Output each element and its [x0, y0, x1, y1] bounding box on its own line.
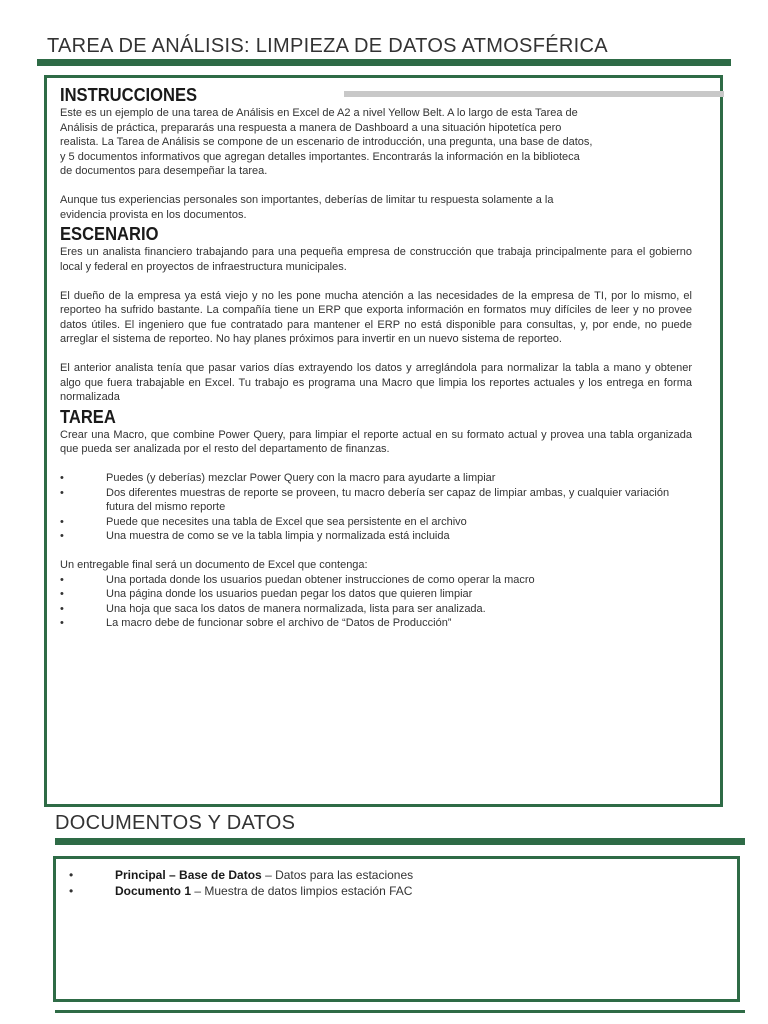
list-item-text: Una hoja que saca los datos de manera normalizada, lista para ser analizada. — [106, 602, 486, 615]
paragraph-line: Este es un ejemplo de una tarea de Análisis en Excel de A2 a nivel Yellow Belt. A lo largo de esta Tarea de — [60, 107, 578, 119]
paragraph-line: Aunque tus experiencias personales son importantes, deberías de limitar tu respuesta solamente a la — [60, 194, 554, 206]
escenario-paragraph-1: Eres un analista financiero trabajando para una pequeña empresa de construcción que trabaja principalmente para el gobierno local y federal en proyectos de infraestructura municipales. — [60, 246, 692, 273]
instructions-box — [44, 75, 723, 807]
documentos-heading: DOCUMENTOS Y DATOS — [55, 812, 296, 834]
list-item-text: Una portada donde los usuarios puedan obtener instrucciones de como operar la macro — [106, 573, 535, 586]
bullet-glyph: • — [60, 588, 64, 600]
list-item — [60, 616, 692, 631]
bullet-glyph: • — [60, 486, 64, 499]
documentos-list — [69, 867, 413, 899]
document-item-title: Principal – Base de Datos — [115, 868, 262, 882]
paragraph-line: Análisis de práctica, prepararás una respuesta a manera de Dashboard a una situación hipotetíca pero — [60, 121, 562, 134]
paragraph-line: y 5 documentos informativos que agregan detalles importantes. Encontrarás la información en la biblioteca — [60, 150, 580, 163]
documentos-box — [53, 856, 740, 1002]
bullet-glyph: • — [60, 617, 64, 629]
list-item — [60, 515, 692, 530]
instrucciones-paragraph-2 — [60, 193, 692, 222]
tarea-bullet-list-1 — [60, 471, 692, 544]
bullet-glyph: • — [60, 472, 64, 484]
list-item — [60, 529, 692, 544]
list-item-text: La macro debe de funcionar sobre el archivo de “Datos de Producción” — [106, 617, 452, 629]
document-item-description: – Muestra de datos limpios estación FAC — [191, 884, 413, 898]
bullet-glyph: • — [69, 884, 74, 898]
bottom-divider — [55, 1010, 745, 1013]
list-item — [60, 573, 692, 588]
bullet-glyph: • — [60, 573, 64, 586]
list-item — [60, 602, 692, 617]
list-item — [60, 587, 692, 602]
tarea-bullet-list-2 — [60, 573, 692, 631]
document-item-title: Documento 1 — [115, 884, 192, 898]
list-item-text: Dos diferentes muestras de reporte se proveen, tu macro debería ser capaz de limpiar ambas, y cualquier variación futura del mismo reporte — [106, 486, 670, 513]
bullet-glyph: • — [60, 515, 64, 528]
paragraph-line: de documentos para desempeñar la tarea. — [60, 165, 268, 177]
list-item-text: Puede que necesites una tabla de Excel que sea persistente en el archivo — [106, 515, 467, 528]
instrucciones-paragraph-1 — [60, 106, 692, 179]
document-item-principal[interactable] — [69, 867, 413, 883]
list-item — [60, 486, 692, 515]
paragraph-line: realista. La Tarea de Análisis se compone de un escenario de introducción, una pregunta, una base de datos, — [60, 136, 593, 148]
bullet-glyph: • — [69, 868, 74, 882]
escenario-heading: ESCENARIO — [60, 224, 159, 244]
bullet-glyph: • — [60, 602, 64, 615]
escenario-paragraph-3: El anterior analista tenía que pasar varios días extrayendo los datos y arreglándola para normalizar la tabla a mano y obtener algo que fuera trabajable en Excel. Tu trabajo es programa una Macro que limpia los reportes actuales y los entrega en forma normalizada — [60, 362, 692, 403]
documentos-divider — [55, 838, 745, 845]
deliverable-intro: Un entregable final será un documento de Excel que contenga: — [60, 559, 368, 571]
document-item-documento-1[interactable] — [69, 883, 413, 899]
list-item — [60, 471, 692, 486]
escenario-paragraph-2: El dueño de la empresa ya está viejo y no les pone mucha atención a las necesidades de la empresa de TI, por lo mismo, el reporteo ha sufrido bastante. La compañía tiene un ERP que exporta información en formatos muy difíciles de leer y no provee datos útiles. El ingeniero que fue contratado para mantener el ERP no está disponible para consultas, y, por ende, no puede arreglar el sistema de reporteo. No hay planes próximos para invertir en un nuevo sistema de reporteo. — [60, 289, 692, 345]
bullet-glyph: • — [60, 530, 64, 542]
tarea-heading: TAREA — [60, 406, 116, 427]
page-title: TAREA DE ANÁLISIS: LIMPIEZA DE DATOS ATMOSFÉRICA — [47, 35, 608, 57]
list-item-text: Puedes (y deberías) mezclar Power Query con la macro para ayudarte a limpiar — [106, 472, 496, 484]
list-item-text: Una página donde los usuarios puedan pegar los datos que quieren limpiar — [106, 588, 473, 600]
title-divider — [37, 59, 731, 66]
instructions-content — [60, 84, 692, 631]
list-item-text: Una muestra de como se ve la tabla limpia y normalizada está incluida — [106, 530, 450, 542]
tarea-paragraph-1: Crear una Macro, que combine Power Query, para limpiar el reporte actual en su formato actual y provea una tabla organizada que pueda ser analizada por el resto del departamento de finanzas. — [60, 428, 692, 455]
paragraph-line: evidencia provista en los documentos. — [60, 208, 247, 221]
instrucciones-heading: INSTRUCCIONES — [60, 85, 198, 105]
document-item-description: – Datos para las estaciones — [261, 868, 414, 882]
